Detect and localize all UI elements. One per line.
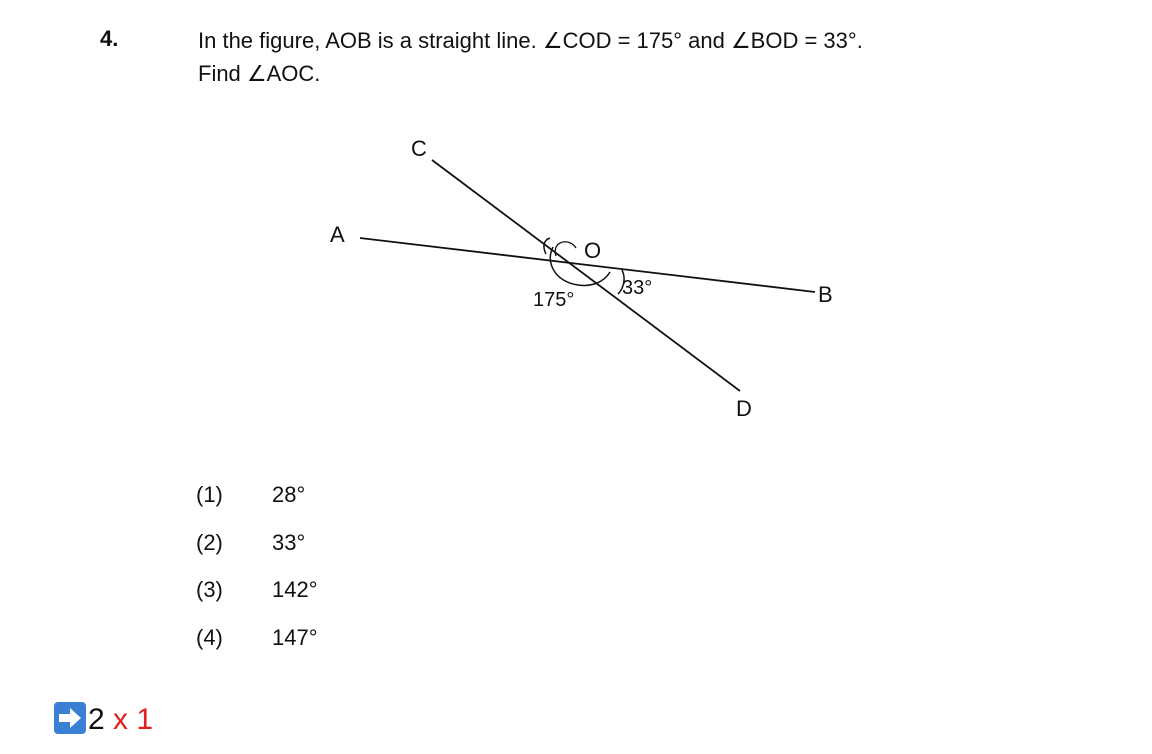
option-4-value: 147° (272, 625, 318, 650)
label-angle-cod: 175° (533, 289, 575, 311)
option-4-number: (4) (196, 625, 223, 650)
option-2[interactable] (196, 530, 305, 556)
label-a: A (330, 222, 345, 247)
score-indicator (54, 702, 153, 737)
label-b: B (818, 282, 833, 307)
option-1-value: 28° (272, 482, 306, 507)
arc-angle-aoc-cap (560, 242, 576, 248)
label-c: C (411, 136, 427, 161)
option-3[interactable] (196, 577, 318, 603)
label-o: O (584, 238, 602, 263)
option-3-number: (3) (196, 577, 223, 602)
label-angle-bod: 33° (622, 277, 653, 299)
option-2-value: 33° (272, 530, 306, 555)
option-3-value: 142° (272, 577, 318, 602)
line-cod (432, 160, 740, 391)
question-number: 4. (100, 26, 119, 51)
score-multiplier: x 1 (113, 703, 154, 736)
label-d: D (736, 396, 752, 421)
option-2-number: (2) (196, 530, 223, 555)
question-text-line2: Find ∠AOC. (198, 61, 321, 86)
option-1[interactable] (196, 482, 305, 508)
option-1-number: (1) (196, 482, 223, 507)
option-4[interactable] (196, 625, 318, 651)
right-arrow-icon (54, 702, 86, 734)
question-text-line1: In the figure, AOB is a straight line. ∠COD = 175° and ∠BOD = 33°. (198, 28, 863, 53)
score-count: 2 (88, 703, 105, 736)
